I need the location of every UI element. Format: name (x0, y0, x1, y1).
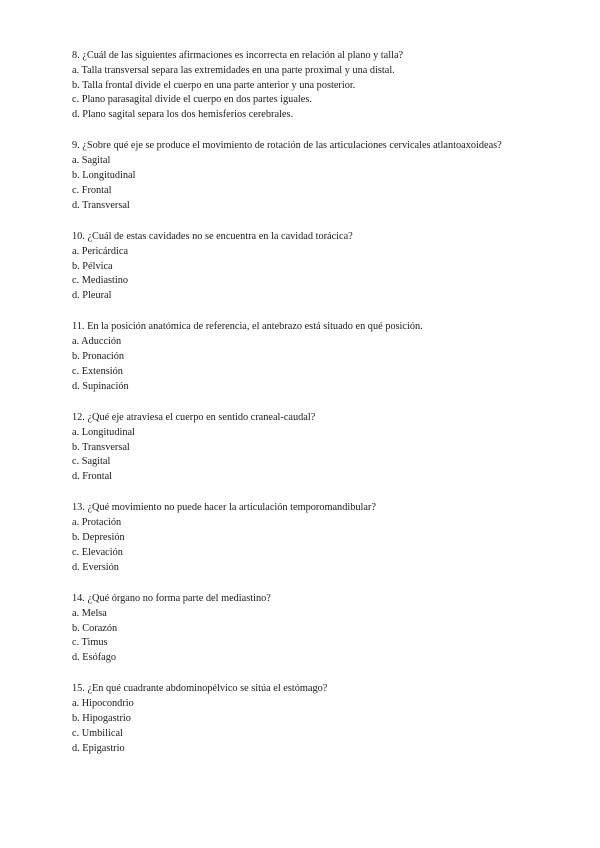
option-c: c. Timus (72, 637, 108, 649)
option-b: b. Longitudinal (72, 170, 136, 182)
option-c: c. Plano parasagital divide el cuerpo en dos partes iguales. (72, 94, 312, 106)
option-a: a. Protación (72, 517, 122, 529)
option-c: c. Extensión (72, 365, 123, 377)
question-15 (72, 682, 530, 756)
option-b: b. Corazón (72, 622, 118, 634)
question-11 (72, 320, 530, 394)
question-text: 15. ¿En qué cuadrante abdominopélvico se sitúa el estómago? (72, 683, 328, 695)
option-a: a. Hipocondrio (72, 698, 134, 710)
option-d: d. Frontal (72, 471, 113, 483)
option-a: a. Sagital (72, 155, 111, 167)
option-b: b. Transversal (72, 441, 130, 453)
question-8 (72, 49, 530, 123)
option-d: d. Eversión (72, 561, 119, 573)
option-c: c. Sagital (72, 456, 111, 468)
question-14 (72, 592, 530, 666)
question-text: 8. ¿Cuál de las siguientes afirmaciones es incorrecta en relación al plano y talla? (72, 50, 404, 61)
option-c: c. Mediastino (72, 275, 129, 287)
option-a: a. Pericárdica (72, 245, 129, 257)
question-text: 9. ¿Sobre qué eje se produce el movimiento de rotación de las articulaciones cervicales atlantoaxoideas? (72, 140, 502, 152)
question-10 (72, 230, 530, 304)
option-c: c. Umbilical (72, 727, 123, 739)
option-d: d. Esófago (72, 652, 117, 664)
option-b: b. Pélvica (72, 260, 113, 272)
option-d: d. Plano sagital separa los dos hemisferios cerebrales. (72, 109, 294, 121)
option-b: b. Depresión (72, 532, 125, 544)
question-12 (72, 411, 530, 485)
document-page (72, 49, 530, 773)
option-c: c. Elevación (72, 546, 123, 558)
question-text: 10. ¿Cuál de estas cavidades no se encuentra en la cavidad torácica? (72, 230, 353, 242)
option-a: a. Melsa (72, 607, 107, 619)
question-text: 12. ¿Qué eje atraviesa el cuerpo en sentido craneal-caudal? (72, 411, 316, 423)
option-a: a. Talla transversal separa las extremidades en una parte proximal y una distal. (72, 64, 395, 76)
option-b: b. Pronación (72, 351, 125, 363)
option-c: c. Frontal (72, 184, 112, 196)
option-d: d. Pleural (72, 290, 112, 302)
question-text: 13. ¿Qué movimiento no puede hacer la articulación temporomandibular? (72, 502, 376, 514)
option-b: b. Talla frontal divide el cuerpo en una parte anterior y una posterior. (72, 79, 356, 91)
option-a: a. Longitudinal (72, 426, 135, 438)
question-13 (72, 501, 530, 575)
option-d: d. Transversal (72, 199, 130, 211)
option-b: b. Hipogastrio (72, 712, 131, 724)
option-d: d. Supinación (72, 380, 129, 392)
question-9 (72, 139, 530, 213)
option-d: d. Epigastrio (72, 742, 125, 754)
question-text: 14. ¿Qué órgano no forma parte del mediastino? (72, 592, 271, 604)
question-text: 11. En la posición anatómica de referencia, el antebrazo está situado en qué posición. (72, 321, 423, 333)
option-a: a. Aducción (72, 336, 122, 348)
